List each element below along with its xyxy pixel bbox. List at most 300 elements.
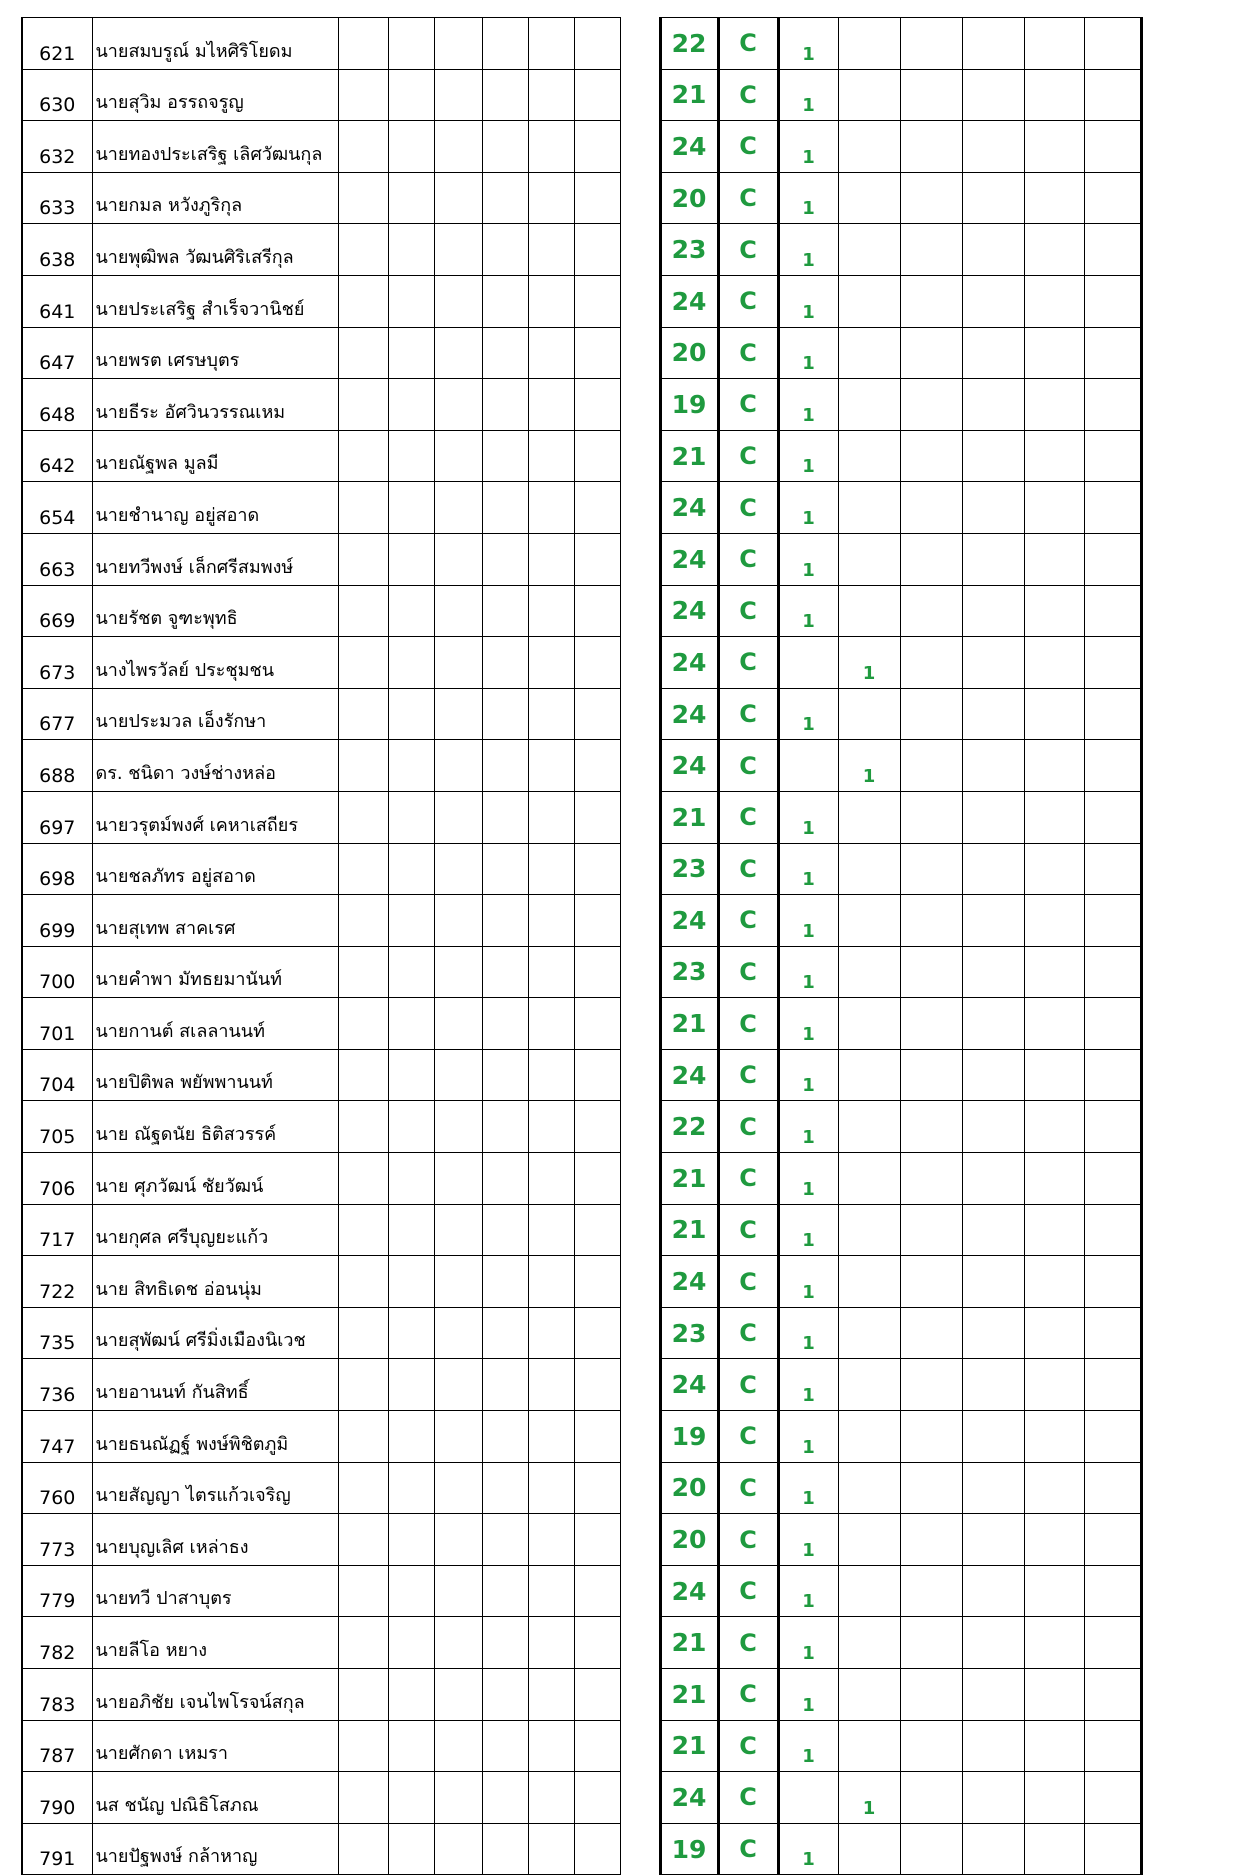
- row-id: 621: [22, 18, 92, 70]
- empty-cell: [1024, 998, 1084, 1050]
- empty-cell: [482, 1462, 528, 1514]
- empty-cell: [1084, 740, 1141, 792]
- row-id: 673: [22, 637, 92, 689]
- empty-cell: [338, 1204, 388, 1256]
- empty-cell: [620, 1101, 660, 1153]
- empty-cell: [528, 1049, 574, 1101]
- empty-cell: [574, 533, 620, 585]
- row-grade: C: [718, 740, 778, 792]
- empty-cell: [962, 1720, 1024, 1772]
- empty-cell: [482, 998, 528, 1050]
- empty-cell: [528, 688, 574, 740]
- empty-cell: [574, 688, 620, 740]
- empty-cell: [900, 172, 962, 224]
- row-grade: C: [718, 1823, 778, 1875]
- empty-cell: [1084, 1617, 1141, 1669]
- empty-cell: [482, 1153, 528, 1205]
- empty-cell: [482, 637, 528, 689]
- table-row: [22, 1411, 1141, 1463]
- empty-cell: [338, 121, 388, 173]
- empty-cell: [900, 895, 962, 947]
- row-score: 24: [660, 585, 718, 637]
- empty-cell: [1084, 1256, 1141, 1308]
- empty-cell: [482, 895, 528, 947]
- empty-cell: [962, 327, 1024, 379]
- empty-cell: [482, 430, 528, 482]
- row-grade: C: [718, 1514, 778, 1566]
- empty-cell: [962, 379, 1024, 431]
- empty-cell: [338, 1617, 388, 1669]
- empty-cell: [962, 843, 1024, 895]
- row-id: 735: [22, 1307, 92, 1359]
- row-flag-1: 1: [778, 327, 838, 379]
- row-flag-1: 1: [778, 1565, 838, 1617]
- empty-cell: [900, 121, 962, 173]
- empty-cell: [574, 1823, 620, 1875]
- row-flag-1: 1: [778, 430, 838, 482]
- empty-cell: [900, 1307, 962, 1359]
- row-id: 633: [22, 172, 92, 224]
- table-row: [22, 1359, 1141, 1411]
- row-flag-2: [838, 172, 900, 224]
- empty-cell: [434, 172, 482, 224]
- table-row: [22, 1204, 1141, 1256]
- row-id: 638: [22, 224, 92, 276]
- empty-cell: [434, 1565, 482, 1617]
- row-flag-1: 1: [778, 275, 838, 327]
- row-score: 19: [660, 1823, 718, 1875]
- empty-cell: [482, 1411, 528, 1463]
- empty-cell: [1024, 791, 1084, 843]
- empty-cell: [962, 172, 1024, 224]
- empty-cell: [574, 430, 620, 482]
- empty-cell: [620, 1359, 660, 1411]
- empty-cell: [482, 1204, 528, 1256]
- row-grade: C: [718, 18, 778, 70]
- row-score: 24: [660, 740, 718, 792]
- empty-cell: [338, 18, 388, 70]
- table-row: [22, 430, 1141, 482]
- empty-cell: [528, 69, 574, 121]
- empty-cell: [962, 998, 1024, 1050]
- empty-cell: [482, 1049, 528, 1101]
- empty-cell: [482, 843, 528, 895]
- empty-cell: [1084, 172, 1141, 224]
- empty-cell: [1024, 430, 1084, 482]
- empty-cell: [338, 1565, 388, 1617]
- row-name: นายประเสริฐ สำเร็จวานิชย์: [92, 275, 338, 327]
- row-score: 19: [660, 1411, 718, 1463]
- row-grade: C: [718, 1772, 778, 1824]
- row-flag-2: [838, 1307, 900, 1359]
- empty-cell: [1024, 379, 1084, 431]
- empty-cell: [962, 533, 1024, 585]
- empty-cell: [528, 1153, 574, 1205]
- empty-cell: [388, 1204, 434, 1256]
- empty-cell: [620, 1720, 660, 1772]
- empty-cell: [1084, 1462, 1141, 1514]
- empty-cell: [528, 1462, 574, 1514]
- empty-cell: [1084, 379, 1141, 431]
- empty-cell: [434, 121, 482, 173]
- empty-cell: [1024, 482, 1084, 534]
- row-name: นส ชนัญ ปณิธิโสภณ: [92, 1772, 338, 1824]
- row-flag-1: 1: [778, 791, 838, 843]
- empty-cell: [1024, 1256, 1084, 1308]
- empty-cell: [338, 688, 388, 740]
- row-grade: C: [718, 946, 778, 998]
- row-flag-1: 1: [778, 482, 838, 534]
- empty-cell: [388, 1823, 434, 1875]
- empty-cell: [620, 637, 660, 689]
- empty-cell: [1024, 327, 1084, 379]
- row-flag-2: 1: [838, 1772, 900, 1824]
- empty-cell: [388, 585, 434, 637]
- empty-cell: [962, 275, 1024, 327]
- empty-cell: [434, 1359, 482, 1411]
- empty-cell: [620, 482, 660, 534]
- empty-cell: [1084, 688, 1141, 740]
- empty-cell: [620, 1617, 660, 1669]
- table-row: [22, 18, 1141, 70]
- empty-cell: [434, 740, 482, 792]
- empty-cell: [388, 791, 434, 843]
- empty-cell: [1084, 1823, 1141, 1875]
- empty-cell: [620, 430, 660, 482]
- empty-cell: [388, 1256, 434, 1308]
- row-name: นายสุพัฒน์ ศรีมิ่งเมืองนิเวช: [92, 1307, 338, 1359]
- empty-cell: [620, 1514, 660, 1566]
- empty-cell: [962, 224, 1024, 276]
- row-score: 24: [660, 1565, 718, 1617]
- empty-cell: [962, 946, 1024, 998]
- row-grade: C: [718, 585, 778, 637]
- empty-cell: [574, 1514, 620, 1566]
- row-grade: C: [718, 1720, 778, 1772]
- empty-cell: [620, 1049, 660, 1101]
- empty-cell: [574, 18, 620, 70]
- row-flag-2: [838, 379, 900, 431]
- empty-cell: [482, 1565, 528, 1617]
- empty-cell: [338, 327, 388, 379]
- empty-cell: [482, 172, 528, 224]
- empty-cell: [434, 533, 482, 585]
- empty-cell: [900, 740, 962, 792]
- empty-cell: [338, 1669, 388, 1721]
- row-score: 20: [660, 327, 718, 379]
- row-score: 24: [660, 121, 718, 173]
- empty-cell: [1084, 327, 1141, 379]
- empty-cell: [574, 998, 620, 1050]
- empty-cell: [338, 895, 388, 947]
- row-score: 24: [660, 533, 718, 585]
- empty-cell: [1084, 121, 1141, 173]
- table-row: [22, 1307, 1141, 1359]
- empty-cell: [962, 430, 1024, 482]
- empty-cell: [482, 1669, 528, 1721]
- row-flag-2: [838, 275, 900, 327]
- table-row: [22, 791, 1141, 843]
- empty-cell: [1024, 1307, 1084, 1359]
- empty-cell: [528, 1772, 574, 1824]
- table-row: [22, 224, 1141, 276]
- row-flag-2: [838, 533, 900, 585]
- row-score: 24: [660, 1772, 718, 1824]
- empty-cell: [434, 1307, 482, 1359]
- empty-cell: [434, 637, 482, 689]
- row-grade: C: [718, 327, 778, 379]
- empty-cell: [1024, 1823, 1084, 1875]
- empty-cell: [434, 69, 482, 121]
- empty-cell: [900, 533, 962, 585]
- row-score: 23: [660, 946, 718, 998]
- empty-cell: [620, 121, 660, 173]
- empty-cell: [620, 1153, 660, 1205]
- empty-cell: [1084, 1669, 1141, 1721]
- row-name: นายลีโอ หยาง: [92, 1617, 338, 1669]
- empty-cell: [620, 224, 660, 276]
- row-grade: C: [718, 69, 778, 121]
- table-row: [22, 1514, 1141, 1566]
- empty-cell: [900, 1411, 962, 1463]
- table-row: [22, 1617, 1141, 1669]
- empty-cell: [900, 1823, 962, 1875]
- row-score: 21: [660, 791, 718, 843]
- empty-cell: [482, 740, 528, 792]
- empty-cell: [900, 379, 962, 431]
- empty-cell: [900, 224, 962, 276]
- empty-cell: [574, 1411, 620, 1463]
- empty-cell: [1084, 895, 1141, 947]
- row-flag-2: [838, 1617, 900, 1669]
- empty-cell: [1084, 1720, 1141, 1772]
- empty-cell: [338, 637, 388, 689]
- row-name: นายรัชต จูฑะพุทธิ: [92, 585, 338, 637]
- empty-cell: [574, 1256, 620, 1308]
- row-flag-2: [838, 688, 900, 740]
- empty-cell: [434, 275, 482, 327]
- row-name: นายศักดา เหมรา: [92, 1720, 338, 1772]
- empty-cell: [528, 740, 574, 792]
- row-score: 22: [660, 1101, 718, 1153]
- empty-cell: [338, 172, 388, 224]
- row-flag-1: [778, 637, 838, 689]
- empty-cell: [528, 1720, 574, 1772]
- empty-cell: [338, 1720, 388, 1772]
- row-flag-1: 1: [778, 224, 838, 276]
- row-score: 24: [660, 482, 718, 534]
- empty-cell: [900, 1204, 962, 1256]
- row-flag-2: [838, 1204, 900, 1256]
- row-score: 21: [660, 1204, 718, 1256]
- empty-cell: [574, 1101, 620, 1153]
- empty-cell: [434, 482, 482, 534]
- row-flag-2: [838, 843, 900, 895]
- empty-cell: [528, 275, 574, 327]
- empty-cell: [528, 379, 574, 431]
- row-grade: C: [718, 1101, 778, 1153]
- empty-cell: [338, 585, 388, 637]
- row-id: 698: [22, 843, 92, 895]
- row-name: นายอานนท์ กันสิทธิ์: [92, 1359, 338, 1411]
- empty-cell: [482, 224, 528, 276]
- empty-cell: [1024, 1101, 1084, 1153]
- row-id: 697: [22, 791, 92, 843]
- empty-cell: [1024, 1514, 1084, 1566]
- empty-cell: [620, 533, 660, 585]
- empty-cell: [1024, 172, 1084, 224]
- row-score: 23: [660, 843, 718, 895]
- empty-cell: [900, 482, 962, 534]
- empty-cell: [388, 688, 434, 740]
- table-row: [22, 1256, 1141, 1308]
- empty-cell: [574, 585, 620, 637]
- row-flag-2: 1: [838, 740, 900, 792]
- empty-cell: [528, 533, 574, 585]
- row-id: 700: [22, 946, 92, 998]
- row-grade: C: [718, 172, 778, 224]
- empty-cell: [900, 18, 962, 70]
- empty-cell: [1024, 69, 1084, 121]
- table-row: [22, 1049, 1141, 1101]
- empty-cell: [900, 585, 962, 637]
- empty-cell: [388, 1669, 434, 1721]
- table-row: [22, 482, 1141, 534]
- row-name: นายกมล หวังภูริกุล: [92, 172, 338, 224]
- table-row: [22, 1772, 1141, 1824]
- row-name: นายพุฒิพล วัฒนศิริเสรีกุล: [92, 224, 338, 276]
- empty-cell: [1024, 895, 1084, 947]
- empty-cell: [900, 843, 962, 895]
- empty-cell: [528, 895, 574, 947]
- row-name: นายทวี ปาสาบุตร: [92, 1565, 338, 1617]
- row-grade: C: [718, 1669, 778, 1721]
- empty-cell: [482, 275, 528, 327]
- empty-cell: [482, 18, 528, 70]
- table-row: [22, 843, 1141, 895]
- row-flag-2: [838, 791, 900, 843]
- empty-cell: [388, 533, 434, 585]
- empty-cell: [434, 224, 482, 276]
- row-grade: C: [718, 1462, 778, 1514]
- empty-cell: [338, 430, 388, 482]
- empty-cell: [528, 430, 574, 482]
- empty-cell: [962, 1256, 1024, 1308]
- empty-cell: [1024, 224, 1084, 276]
- empty-cell: [482, 379, 528, 431]
- empty-cell: [962, 740, 1024, 792]
- row-grade: C: [718, 121, 778, 173]
- empty-cell: [338, 1514, 388, 1566]
- row-flag-1: 1: [778, 1514, 838, 1566]
- row-flag-2: [838, 1359, 900, 1411]
- empty-cell: [434, 688, 482, 740]
- row-name: นายสุวิม อรรถจรูญ: [92, 69, 338, 121]
- row-grade: C: [718, 275, 778, 327]
- empty-cell: [620, 1307, 660, 1359]
- row-name: นายณัฐพล มูลมี: [92, 430, 338, 482]
- empty-cell: [434, 1101, 482, 1153]
- empty-cell: [620, 1256, 660, 1308]
- empty-cell: [388, 224, 434, 276]
- row-id: 701: [22, 998, 92, 1050]
- empty-cell: [388, 946, 434, 998]
- empty-cell: [338, 740, 388, 792]
- row-name: นายปิติพล พยัพพานนท์: [92, 1049, 338, 1101]
- empty-cell: [434, 327, 482, 379]
- row-grade: C: [718, 1204, 778, 1256]
- empty-cell: [1084, 843, 1141, 895]
- empty-cell: [900, 688, 962, 740]
- row-id: 704: [22, 1049, 92, 1101]
- empty-cell: [1024, 275, 1084, 327]
- empty-cell: [338, 791, 388, 843]
- row-id: 736: [22, 1359, 92, 1411]
- row-grade: C: [718, 1049, 778, 1101]
- empty-cell: [1084, 430, 1141, 482]
- row-name: นายธีระ อัศวินวรรณเหม: [92, 379, 338, 431]
- table-row: [22, 1565, 1141, 1617]
- empty-cell: [574, 482, 620, 534]
- empty-cell: [338, 843, 388, 895]
- empty-cell: [1084, 585, 1141, 637]
- empty-cell: [900, 1101, 962, 1153]
- table-row: [22, 1720, 1141, 1772]
- empty-cell: [434, 585, 482, 637]
- score-table: [21, 17, 1143, 1875]
- empty-cell: [434, 946, 482, 998]
- empty-cell: [338, 1307, 388, 1359]
- empty-cell: [900, 946, 962, 998]
- row-grade: C: [718, 998, 778, 1050]
- empty-cell: [528, 1565, 574, 1617]
- empty-cell: [482, 946, 528, 998]
- empty-cell: [388, 1720, 434, 1772]
- empty-cell: [434, 791, 482, 843]
- empty-cell: [388, 172, 434, 224]
- row-flag-2: [838, 1720, 900, 1772]
- empty-cell: [482, 69, 528, 121]
- row-grade: C: [718, 379, 778, 431]
- row-flag-2: [838, 1565, 900, 1617]
- empty-cell: [574, 740, 620, 792]
- empty-cell: [528, 1307, 574, 1359]
- row-score: 21: [660, 1669, 718, 1721]
- empty-cell: [388, 740, 434, 792]
- empty-cell: [388, 1049, 434, 1101]
- table-row: [22, 637, 1141, 689]
- row-name: นายอภิชัย เจนไพโรจน์สกุล: [92, 1669, 338, 1721]
- empty-cell: [620, 791, 660, 843]
- empty-cell: [620, 1669, 660, 1721]
- empty-cell: [482, 791, 528, 843]
- empty-cell: [388, 1617, 434, 1669]
- empty-cell: [1024, 1359, 1084, 1411]
- empty-cell: [620, 688, 660, 740]
- row-name: นายสมบรูณ์ มไหศิริโยดม: [92, 18, 338, 70]
- row-flag-2: [838, 482, 900, 534]
- empty-cell: [1024, 18, 1084, 70]
- empty-cell: [388, 637, 434, 689]
- row-flag-2: [838, 1669, 900, 1721]
- row-score: 21: [660, 69, 718, 121]
- empty-cell: [528, 1617, 574, 1669]
- empty-cell: [1024, 585, 1084, 637]
- table-row: [22, 275, 1141, 327]
- empty-cell: [434, 1153, 482, 1205]
- row-flag-1: 1: [778, 18, 838, 70]
- empty-cell: [962, 1617, 1024, 1669]
